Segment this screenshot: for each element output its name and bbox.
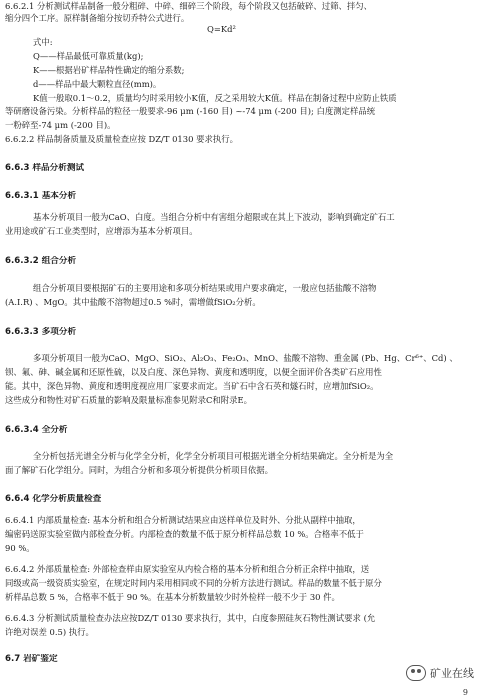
watermark-text: 矿业在线 [430, 667, 474, 680]
text-line: 6.6.2.2 样品制备质量及质量检查应按 DZ/T 0130 要求执行。 [5, 134, 238, 144]
section-heading: 6.6.3.1 基本分析 [5, 191, 77, 201]
section-heading: 6.6.4 化学分析质量检查 [5, 494, 102, 504]
text-line: 等研磨设备污染。分析样品的粒径一般要求-96 μm (-160 目) ~-74 μm (-200 目); 白度测定样品统 [5, 106, 376, 116]
section-heading: 6.6.3.3 多项分析 [5, 327, 77, 337]
text-line: 多项分析项目一般为CaO、MgO、SiO₂、Al₂O₃、Fe₂O₃、MnO、盐酸不溶物、重金属 (Pb、Hg、Cr⁶⁺、Cd) 、 [33, 353, 458, 363]
text-line: 许绝对误差 0.5) 执行。 [5, 627, 94, 637]
watermark [406, 665, 474, 681]
page-number: 9 [462, 688, 468, 697]
wechat-icon [406, 665, 426, 681]
text-line: 一粉碎至-74 μm (-200 目)。 [5, 120, 116, 130]
text-line: 钡、氟、砷、碱金属和还原性硫，以及白度、深色异物、黄度和透明度，以便全面评价各类矿石应用性 [5, 367, 382, 377]
section-heading: 6.6.3.2 组合分析 [5, 256, 77, 266]
text-line: K——根据岩矿样品特性确定的缩分系数; [33, 65, 185, 75]
text-line: 6.6.4.2 外部质量检查: 外部检查样由原实验室从内检合格的基本分析和组合分析正余样中抽取，送 [5, 564, 370, 574]
text-line: 6.6.4.3 分析测试质量检查办法应按DZ/T 0130 要求执行，其中，白度参照硅灰石物性测试要求 (允 [5, 613, 376, 623]
text-line: Q——样品最低可靠质量(kg); [33, 51, 144, 61]
text-line: 全分析包括光谱全分析与化学全分析，化学全分析项目可根据光谱全分析结果确定。全分析是为全 [33, 451, 394, 461]
text-line: 析样品总数 5 %，合格率不低于 90 %。在基本分析数量较少时外检样一般不少于 30 件。 [5, 592, 340, 602]
text-line: K值一般取0.1～0.2，质量均匀时采用较小K值，反之采用较大K值。样品在制备过程中应防止铁质 [33, 93, 397, 103]
text-line: 组合分析项目要根据矿石的主要用途和多项分析结果或用户要求确定，一般应包括盐酸不溶物 [33, 283, 377, 293]
text-line: 业用途或矿石工业类型时，应增添为基本分析项目。 [5, 226, 198, 236]
text-line: 能。其中，深色异物、黄度和透明度视应用厂家要求而定。当矿石中含石英和燧石时，应增加fSiO₂。 [5, 381, 379, 391]
formula: Q=Kd² [207, 24, 236, 34]
section-heading: 6.6.3.4 全分析 [5, 425, 68, 435]
text-line: 基本分析项目一般为CaO、白度。当组合分析中有害组分超限或在其上下波动，影响到确定矿石工 [33, 212, 395, 222]
text-line: 90 %。 [5, 543, 35, 553]
text-line: 缩分四个工序。原样制备缩分按切乔特公式进行。 [5, 13, 190, 23]
text-line: 同级或高一级资质实验室，在规定时间内采用相同或不同的分析方法进行测试。样品的数量不低于原分 [5, 578, 382, 588]
text-line: 编密码送原实验室做内部检查分析。内部检查的数量不低于原分析样品总数 10 %。合格率不低于 [5, 529, 364, 539]
text-line: 式中: [33, 37, 53, 47]
text-line: d——样品中最大颗粒直径(mm)。 [33, 79, 162, 89]
section-heading: 6.6.3 样品分析测试 [5, 163, 85, 173]
text-line: 这些成分和物性对矿石质量的影响及限量标准参见附录C和附录E。 [5, 395, 253, 405]
text-line: (A.I.R) 、MgO。其中盐酸不溶物超过0.5 %时，需增做fSiO₂分析。 [5, 297, 261, 307]
text-line: 6.6.2.1 分析测试样品制备一般分粗碎、中碎、细碎三个阶段，每个阶段又包括破碎、过筛、拌匀、 [5, 1, 372, 11]
text-line: 6.6.4.1 内部质量检查: 基本分析和组合分析测试结果应由送样单位及时外、分批从副样中抽取， [5, 515, 361, 525]
text-line: 面了解矿石化学组分。同时，为组合分析和多项分析提供分析项目依据。 [5, 465, 273, 475]
section-heading: 6.7 岩矿鉴定 [5, 654, 58, 664]
